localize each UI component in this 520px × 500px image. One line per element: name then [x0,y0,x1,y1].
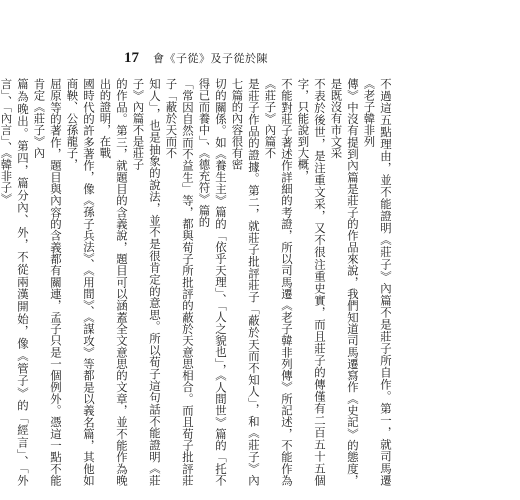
text-line: 篇為晚出。第四，篇分內、外，不從兩漢開始，像《管子》的「經言」、「外言」、「內言」、《韓非子》 [0,78,30,486]
text-line: 不能對莊子著述作詳細的考證，所以司馬遷《老子韓非列傳》所記述，不能作為《莊子》內篇不 [263,78,294,486]
text-line: 屈原等的著作，題目與內容的含義都有關連，孟子只是一個例外。憑這一點不能肯定《莊子》內 [32,78,63,486]
text-line: 知人」，也是抽象的說法，並不是很肯定的意思。所以荀子這句話不能證明《莊子》內篇不是莊子 [131,78,162,486]
body-text [0,78,394,486]
text-line: 國時代的許多著作，像《孫子兵法》、《用間》、《謀攻》等都是以義名篇，其他如商鞅、公孫龍子， [65,78,96,486]
page-number: 17 [124,49,139,66]
text-line: 是莊子作品的證據。第二，就莊子批評莊子「蔽於天而不知人」，和《莊子》內七篇的內容很有密 [230,78,261,486]
text-line: 傳》中沒有提到內篇是莊子的作品來說，我們知道司馬遷寫作《史記》的態度，是既沒有市文采 [329,78,360,486]
text-line: 「常因自然而不益生」等，都與荀子所批評的蔽於天意思相合。而且荀子批評莊子「蔽於天而不 [164,78,195,486]
text-line: 切的關係。如《養生主》篇的「依乎天理」、「人之貌也」，《人間世》篇的「托不得已而養中」、《德充符》篇的 [197,78,228,486]
text-line: 的作品。第三，就題目的含義說，題目可以涵蓋全文意思的文章，並不能作為晚出的證明，在戰 [98,78,129,486]
running-title: 會《子從》及子從於陳 [153,52,268,65]
text-line: 不表於後世，是注重文采，又不很注重史實，而且莊子的傳僅有二百五十五個字，只能說到大概， [296,78,327,486]
page-header [124,50,268,66]
text-line: 不過這五點理由，並不能證明《莊子》內篇不是莊子所自作。第一，就司馬遷《老子韓非列 [362,78,393,486]
